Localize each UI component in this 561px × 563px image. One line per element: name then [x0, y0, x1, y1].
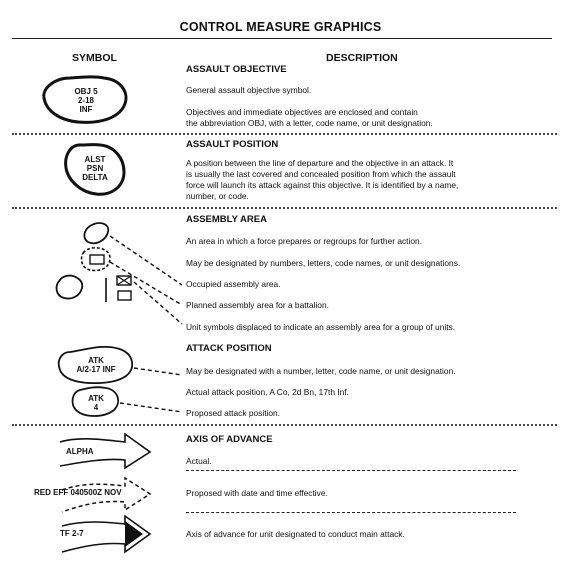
assault-objective-heading: ASSAULT OBJECTIVE [186, 64, 287, 75]
assembly-unit-box-1 [90, 255, 104, 264]
assault-objective-desc-1: General assault objective symbol. [186, 85, 312, 95]
description-column-header: DESCRIPTION [326, 52, 398, 64]
assault-position-desc-1: A position between the line of departure and the objective in an attack. It [186, 158, 454, 168]
assembly-area-desc-3: Occupied assembly area. [186, 279, 281, 289]
section-separator [12, 207, 557, 209]
assault-position-desc-3: force will launch its attack against this objective. It is identified by a name, [186, 180, 459, 190]
axis-of-advance-heading: AXIS OF ADVANCE [186, 434, 273, 445]
symbol-column-header: SYMBOL [72, 52, 117, 64]
assault-position-desc-2: is usually the last covered and concealed position from which the assault [186, 169, 456, 179]
section-separator [12, 133, 557, 135]
assembly-area-outline-left [57, 276, 83, 299]
assault-position-heading: ASSAULT POSITION [186, 139, 279, 150]
assembly-area-desc-4: Planned assembly area for a battalion. [186, 300, 329, 310]
attack-position-desc-2: Actual attack position, A Co, 2d Bn, 17th Inf. [186, 387, 349, 397]
attack-position-desc-1: May be designated with a number, letter, code name, or unit designation. [186, 366, 456, 376]
assault-position-desc-4: number, or code. [186, 191, 249, 201]
attack-position-actual-label: ATK A/2-17 INF [76, 356, 116, 374]
assault-objective-label: OBJ 5 2-18 INF [74, 87, 98, 114]
axis-dash-line [186, 512, 516, 513]
axis-label-main-attack: TF 2-7 [60, 529, 84, 538]
axis-desc-2: Proposed with date and time effective. [186, 488, 328, 498]
axis-label-alpha: ALPHA [66, 447, 94, 456]
attack-position-desc-3: Proposed attack position. [186, 408, 281, 418]
page-title: CONTROL MEASURE GRAPHICS [179, 20, 382, 34]
assembly-unit-box-3 [118, 291, 131, 300]
section-separator [12, 424, 557, 426]
assembly-area-desc-1: An area in which a force prepares or regroups for further action. [186, 236, 423, 246]
attack-position-heading: ATTACK POSITION [186, 343, 272, 354]
axis-label-proposed: RED EFF 040500Z NOV [34, 488, 122, 497]
axis-dash-line [186, 470, 516, 471]
assembly-area-outline-top [84, 223, 108, 243]
assembly-area-heading: ASSEMBLY AREA [186, 214, 267, 225]
axis-desc-3: Axis of advance for unit designated to conduct main attack. [186, 529, 405, 539]
assault-objective-desc-2: Objectives and immediate objectives are enclosed and contain [186, 107, 418, 117]
assembly-area-desc-5: Unit symbols displaced to indicate an assembly area for a group of units. [186, 322, 456, 332]
assembly-area-planned [82, 248, 110, 271]
attack-position-proposed-label: ATK 4 [88, 394, 104, 412]
axis-desc-1: Actual. [186, 456, 212, 466]
assault-position-label: ALST PSN DELTA [82, 155, 108, 182]
assembly-area-desc-2: May be designated by numbers, letters, code names, or unit designations. [186, 258, 461, 268]
assault-objective-desc-3: the abbreviation OBJ, with a letter, code name, or unit designation. [186, 118, 433, 128]
